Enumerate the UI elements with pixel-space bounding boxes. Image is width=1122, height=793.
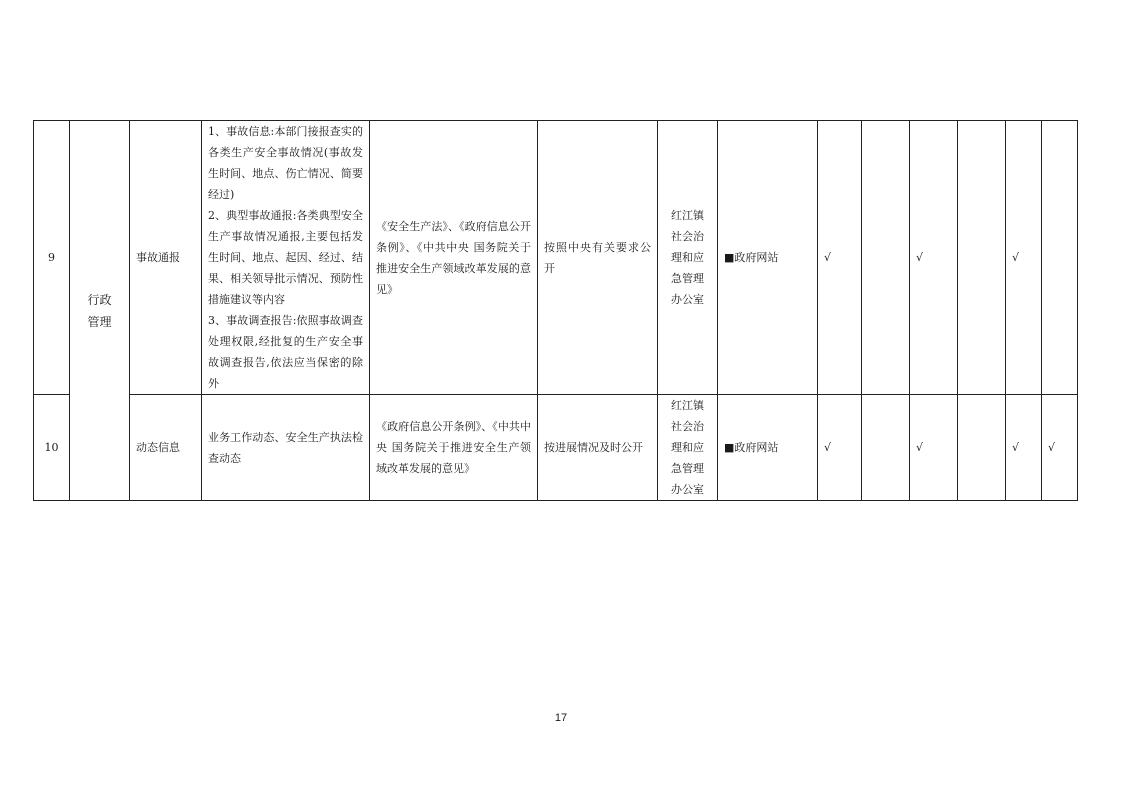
row-number: 9 xyxy=(34,121,70,395)
channel-cell: ■政府网站 xyxy=(718,121,818,395)
department-line: 红江镇 xyxy=(671,399,704,412)
department-line: 急管理 xyxy=(671,462,704,475)
category-label: 管理 xyxy=(87,314,112,329)
check-mark-cell xyxy=(862,395,910,501)
table-row xyxy=(34,121,1078,395)
department-cell xyxy=(658,121,718,395)
check-mark-cell xyxy=(1042,121,1078,395)
check-mark-cell xyxy=(958,121,1006,395)
content-cell xyxy=(202,121,370,395)
department-cell xyxy=(658,395,718,501)
check-mark-cell: √ xyxy=(910,395,958,501)
table-row xyxy=(34,395,1078,501)
time-limit-cell: 按照中央有关要求公开 xyxy=(538,121,658,395)
channel-cell: ■政府网站 xyxy=(718,395,818,501)
page-number: 17 xyxy=(554,712,568,724)
department-line: 办公室 xyxy=(671,483,704,496)
check-mark-cell: √ xyxy=(818,121,862,395)
check-mark-cell: √ xyxy=(1006,121,1042,395)
department-line: 办公室 xyxy=(671,293,704,306)
check-mark-cell xyxy=(862,121,910,395)
content-paragraph: 业务工作动态、安全生产执法检查动态 xyxy=(208,430,363,465)
check-mark-cell xyxy=(958,395,1006,501)
content-paragraph: 3、事故调查报告:依照事故调查处理权限,经批复的生产安全事故调查报告,依法应当保密的除外 xyxy=(208,314,363,390)
department-line: 社会治 xyxy=(671,230,704,243)
basis-cell: 《政府信息公开条例》、《中共中央 国务院关于推进安全生产领域改革发展的意见》 xyxy=(370,395,538,501)
check-mark-cell: √ xyxy=(910,121,958,395)
time-limit-cell: 按进展情况及时公开 xyxy=(538,395,658,501)
content-cell xyxy=(202,395,370,501)
item-name: 事故通报 xyxy=(130,121,202,395)
department-line: 社会治 xyxy=(671,420,704,433)
category-cell xyxy=(70,121,130,501)
department-line: 红江镇 xyxy=(671,209,704,222)
department-line: 急管理 xyxy=(671,272,704,285)
basis-cell: 《安全生产法》、《政府信息公开条例》、《中共中央 国务院关于推进安全生产领域改革发展的意见》 xyxy=(370,121,538,395)
content-paragraph: 1、事故信息:本部门接报查实的各类生产安全事故情况(事故发生时间、地点、伤亡情况、简要经过) xyxy=(208,125,363,201)
check-mark-cell: √ xyxy=(818,395,862,501)
department-line: 理和应 xyxy=(671,251,704,264)
department-line: 理和应 xyxy=(671,441,704,454)
disclosure-table xyxy=(33,120,1078,501)
row-number: 10 xyxy=(34,395,70,501)
category-label: 行政 xyxy=(87,292,112,307)
item-name: 动态信息 xyxy=(130,395,202,501)
check-mark-cell: √ xyxy=(1006,395,1042,501)
check-mark-cell: √ xyxy=(1042,395,1078,501)
content-paragraph: 2、典型事故通报:各类典型安全生产事故情况通报,主要包括发生时间、地点、起因、经过、结果、相关领导批示情况、预防性措施建议等内容 xyxy=(208,209,363,306)
